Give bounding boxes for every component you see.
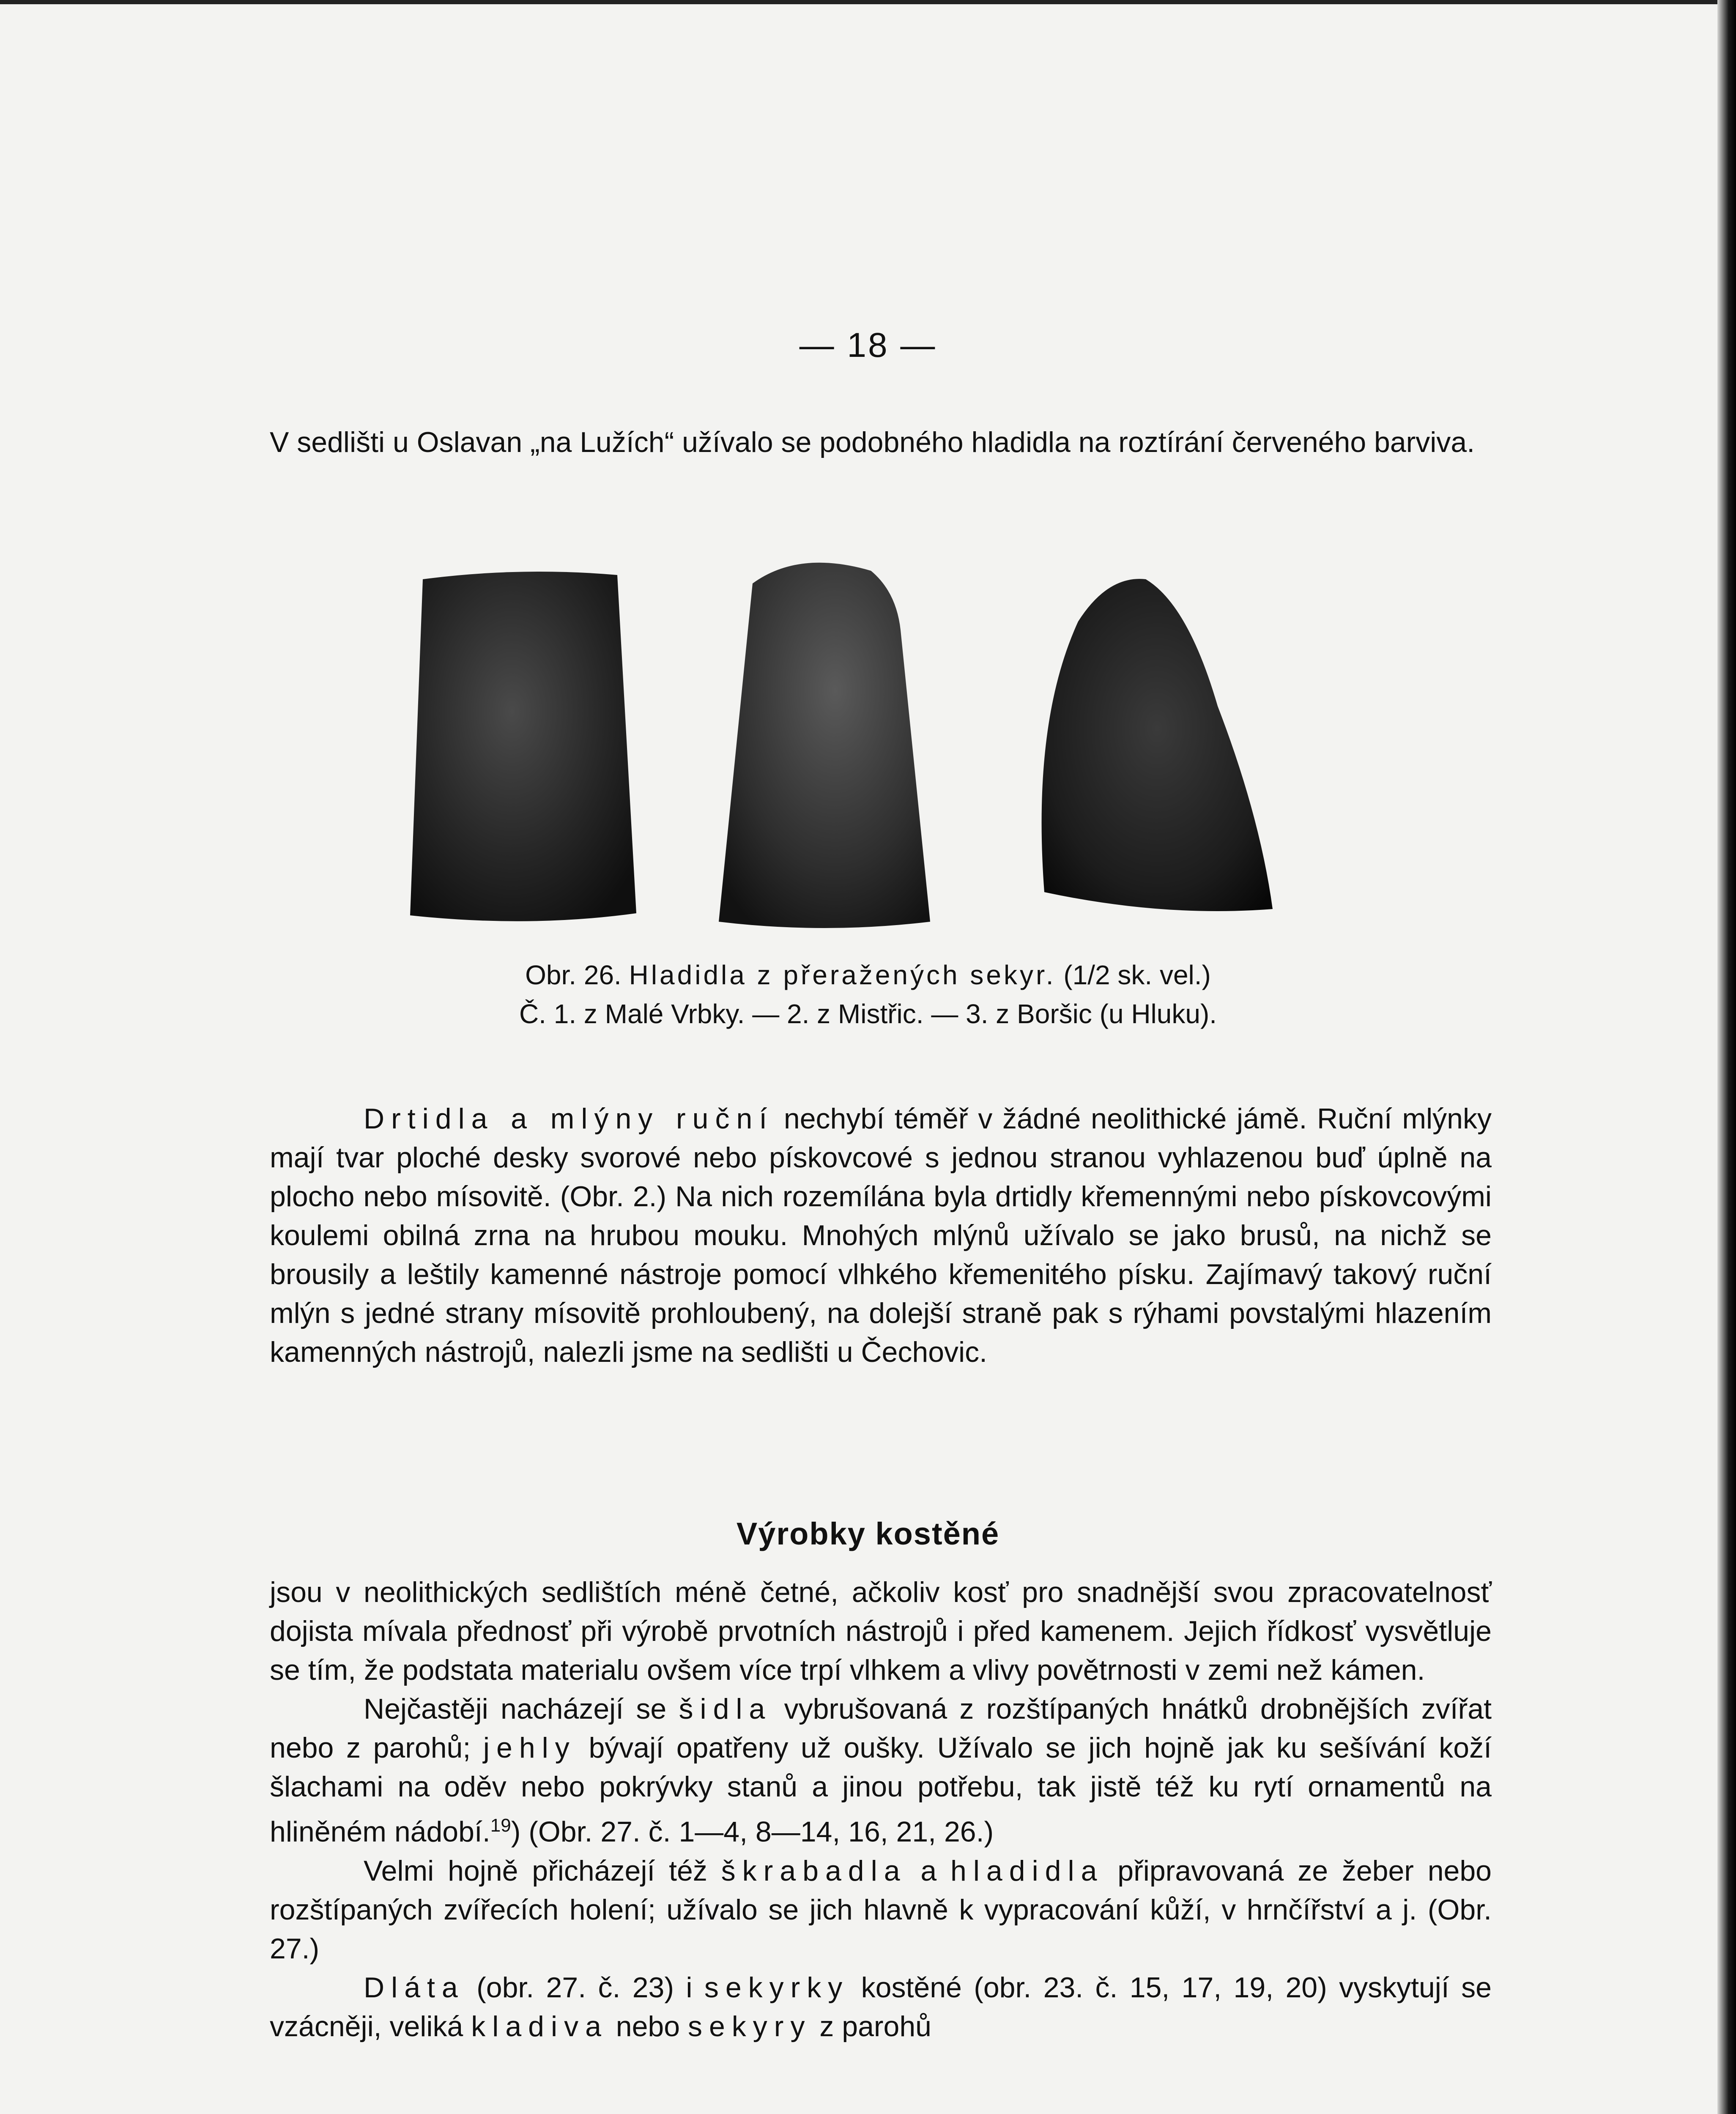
term-kladiva: kladiva [471, 2010, 608, 2043]
bone-paragraph-4: Dláta (obr. 27. č. 23) i sekyrky kostěné (obr. 23. č. 15, 17, 19, 20) vyskytují se vzácněji, veliká kladiva nebo sekyry z parohů [270, 1971, 1492, 2043]
drtidla-paragraph [270, 1099, 1492, 1372]
drtidla-term: Drtidla a mlýny ruční [364, 1103, 774, 1135]
bone-paragraph-1: jsou v neolithických sedlištích méně četné, ačkoliv kosť pro snadnější svou zpracovatelnosť dojista mívala přednosť při výrobě prvotních nástrojů i před kamenem. Jejich řídkosť vysvětluje se tím, že podstata materialu ovšem více trpí vlhkem a vlivy povětrnosti v zemi než kámen. [270, 1576, 1492, 1686]
drtidla-text: nechybí téměř v žádné neolithické jámě. Ruční mlýnky mají tvar ploché desky svorové nebo pískovcové s jednou stranou vyhlazenou buď úplně na plocho nebo mísovitě. (Obr. 2.) Na nich rozemílána byla drtidly křemennými nebo pískovcovými koulemi obilná zrna na hrubou mouku. Mnohých mlýnů užívalo se jako brusů, na nichž se brousily a leštily kamenné nástroje pomocí vlhkého křemenitého písku. Zajímavý takový ruční mlýn s jedné strany mísovitě prohloubený, na dolejší straně pak s rýhami povstalými hlazením kamenných nástrojů, nalezli jsme na sedlišti u Čechovic. [270, 1103, 1492, 1368]
term-skrabadla: škrabadla [721, 1854, 907, 1887]
bone-paragraph-3: Velmi hojně přicházejí též škrabadla a hladidla připravovaná ze žeber nebo rozštípaných zvířecích holení; užívalo se jich hlavně k vypracování kůží, v hrnčířství a j. (Obr. 27.) [270, 1854, 1492, 1965]
caption-scale: (1/2 sk. vel.) [1063, 960, 1211, 990]
caption-line-2: Č. 1. z Malé Vrbky. — 2. z Mistřic. — 3. z Boršic (u Hluku). [519, 999, 1217, 1029]
term-dlata: Dláta [364, 1971, 465, 2004]
page-top-edge [0, 0, 1736, 4]
term-sidla: šidla [679, 1693, 772, 1725]
term-sekyry: sekyry [687, 2010, 812, 2043]
term-hladidla: hladidla [950, 1854, 1104, 1887]
caption-title: Hladidla z přeražených sekyr. [629, 960, 1056, 990]
page-number: — 18 — [799, 326, 937, 364]
footnote-ref: 19 [490, 1815, 511, 1836]
page-right-edge [1717, 0, 1736, 2114]
stone-smoothers-photo [393, 545, 1366, 934]
figure-caption [0, 956, 1736, 1033]
smoother-2 [719, 563, 930, 928]
section-heading: Výrobky kostěné [736, 1516, 1000, 1551]
bone-paragraph-2: Nejčastěji nacházejí se šidla vybrušovaná z rozštípaných hnátků drobnějších zvířat nebo z parohů; jehly bývají opatřeny už oušky. Užívalo se jich hojně jak ku sešívání koží šlachami na oděv nebo pokrývky stanů a jinou potřebu, tak jistě též ku rytí ornamentů na hliněném nádobí.$^{19}$) (Obr. 27. č. 1—4, 8—14, 16, 21, 26.) [270, 1693, 1492, 1848]
term-jehly: jehly [483, 1732, 576, 1764]
bone-products-section [270, 1573, 1492, 2046]
intro-text: V sedlišti u Oslavan „na Lužích“ užívalo se podobného hladidla na roztírání červeného barviva. [270, 426, 1475, 458]
smoother-3 [1042, 579, 1273, 911]
caption-prefix: Obr. 26. [525, 960, 622, 990]
smoother-1 [410, 572, 636, 921]
term-sekyrky: sekyrky [704, 1971, 849, 2004]
intro-paragraph [270, 423, 1492, 462]
caption-line-1 [0, 956, 1736, 994]
figure-stone-smoothers [393, 545, 1366, 934]
